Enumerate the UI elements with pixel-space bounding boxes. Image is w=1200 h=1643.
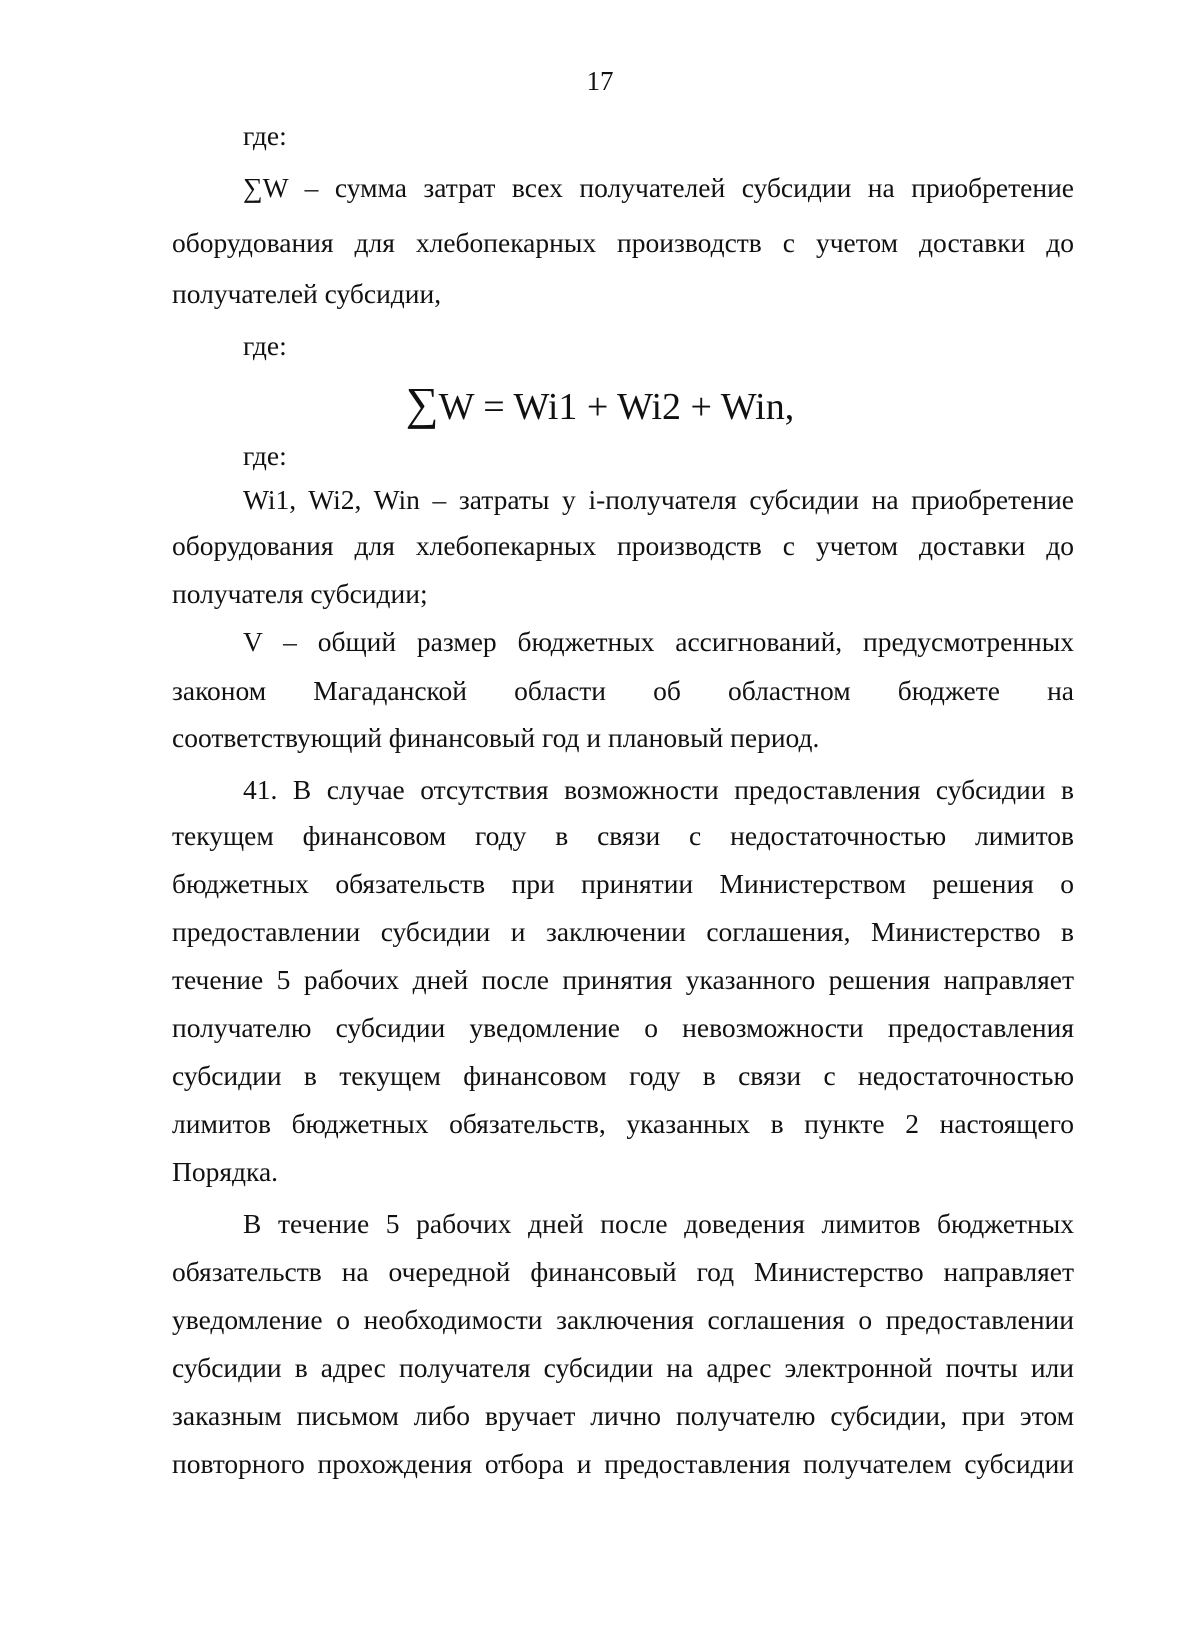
page-number: 17	[586, 66, 614, 96]
text-line: повторного прохождения отбора и предоставления получателем субсидии	[172, 1448, 1074, 1479]
text-line: где:	[243, 330, 287, 361]
text-line: субсидии в адрес получателя субсидии на адрес электронной почты или	[172, 1352, 1074, 1383]
text-line: 41. В случае отсутствия возможности предоставления субсидии в	[243, 774, 1074, 805]
text-line: оборудования для хлебопекарных производств с учетом доставки до	[172, 530, 1074, 561]
text-line: получателю субсидии уведомление о невозможности предоставления	[172, 1012, 1074, 1043]
text-line: текущем финансовом году в связи с недостаточностью лимитов	[172, 820, 1074, 851]
text-line: соответствующий финансовый год и плановый период.	[172, 722, 820, 753]
text-line: предоставлении субсидии и заключении соглашения, Министерство в	[172, 916, 1074, 947]
sigma-symbol: ∑	[405, 378, 439, 429]
text-line: В течение 5 рабочих дней после доведения лимитов бюджетных	[243, 1208, 1074, 1239]
text-line: заказным письмом либо вручает лично получателю субсидии, при этом	[172, 1400, 1074, 1431]
sum-formula	[0, 378, 1200, 429]
text-line: течение 5 рабочих дней после принятия указанного решения направляет	[172, 964, 1074, 995]
text-line: получателя субсидии;	[172, 578, 428, 609]
text-line: оборудования для хлебопекарных производств с учетом доставки до	[172, 227, 1074, 258]
text-line: где:	[243, 440, 287, 471]
text-line: уведомление о необходимости заключения соглашения о предоставлении	[172, 1304, 1074, 1335]
text-line: ∑W – сумма затрат всех получателей субсидии на приобретение	[243, 172, 1074, 203]
text-line: законом Магаданской области об областном бюджете на	[172, 675, 1074, 706]
text-line: субсидии в текущем финансовом году в связи с недостаточностью	[172, 1060, 1074, 1091]
text-line: V – общий размер бюджетных ассигнований, предусмотренных	[243, 626, 1074, 657]
text-line: обязательств на очередной финансовый год Министерство направляет	[172, 1256, 1074, 1287]
text-line: получателей субсидии,	[172, 278, 442, 309]
formula-text: W = Wi1 + Wi2 + Win,	[438, 386, 795, 428]
text-line: Wi1, Wi2, Win – затраты у i-получателя субсидии на приобретение	[243, 484, 1074, 515]
text-line: где:	[243, 120, 287, 151]
text-line: Порядка.	[172, 1156, 279, 1187]
text-line: бюджетных обязательств при принятии Министерством решения о	[172, 868, 1074, 899]
text-line: лимитов бюджетных обязательств, указанных в пункте 2 настоящего	[172, 1108, 1074, 1139]
